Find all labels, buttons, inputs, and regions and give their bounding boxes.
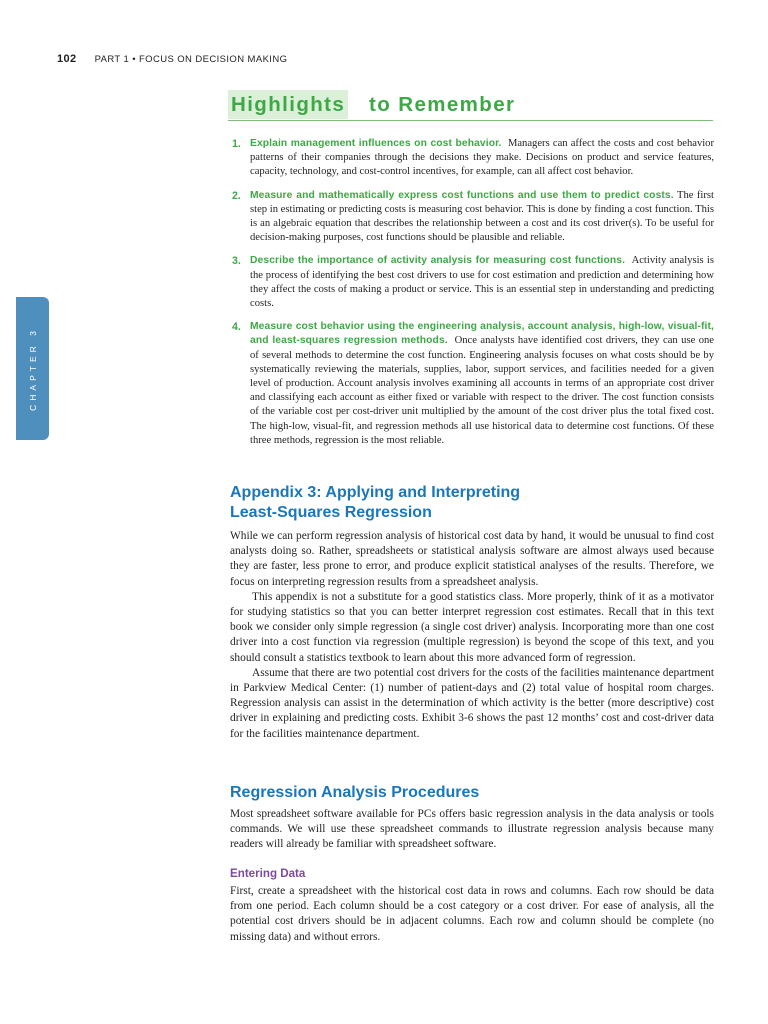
page-number: 102 (57, 53, 77, 65)
appendix-paragraph: Assume that there are two potential cost drivers for the costs of the facilities maintenance department in Parkview Medical Center: (1) number of patient-days and (2) total value of hospital room charges. Regression analysis can assist in the determination of which activity is the better (more descriptive) cost driver in explaining and predicting costs. Exhibit 3-6 shows the past 12 months’ cost and cost-driver data for the facilities maintenance department. (230, 666, 714, 740)
highlight-number: 2. (232, 189, 241, 202)
highlight-body (250, 254, 714, 311)
appendix-paragraph: While we can perform regression analysis of historical cost data by hand, it would be unusual to find cost analysts doing so. Rather, spreadsheets or statistical analysis software are almost always used because they are faster, less prone to error, and produce explicit statistical analyses of the results. Therefore, we focus on interpreting regression results from a spreadsheet analysis. (230, 530, 714, 588)
appendix-paragraph: This appendix is not a substitute for a good statistics class. More properly, think of it as a motivator for studying statistics so that you can better interpret regression cost estimates. Recall that in this text book we consider only simple regression (a single cost driver) analysis. Incorporating more than one cost driver into a cost function via regression (multiple regression) is beyond the scope of this text, and you should consult a statistics textbook to learn about this more advanced form of regression. (230, 590, 714, 664)
highlight-text: The first step in estimating or predicting costs is measuring cost behavior. This is done by finding a cost function. This is an algebraic equation that describes the relationship between a cost and its cost driver(s). To be useful for decision-making purposes, cost functions should be plausible and reliable. (250, 189, 714, 244)
regression-paragraph: Most spreadsheet software available for PCs offers basic regression analysis in the data analysis or tools commands. We will use these spreadsheet commands to illustrate regression analysis because many readers will already be familiar with spreadsheet software. (230, 808, 714, 851)
highlight-text: Once analysts have identified cost drivers, they can use one of several methods to determine the cost function. Engineering analysis focuses on what costs should be by systematically reviewing the materials, supplies, labor, support services, and facilities needed for a given level of production. Account analysis involves examining all accounts in terms of an appropriate cost driver and classifying each account as either fixed or variable with respect to the driver. The cost function consists of the variable cost per cost-driver unit multiplied by the amount of the cost driver plus the total fixed cost. The high-low, visual-fit, and regression methods all use historical data to determine cost functions. Of these three methods, regression is the most reliable. (250, 335, 714, 446)
highlight-heading: Measure cost behavior using the engineering analysis, account analysis, high-low, visual-fit, and least-squares regression methods. (250, 321, 714, 347)
highlight-text: Managers can affect the costs and cost behavior patterns of their companies through the decisions they make. Decisions on product and service features, capacity, technology, and cost-control incentives, for example, can all affect cost behavior. (250, 138, 715, 178)
highlight-item (232, 189, 714, 246)
chapter-side-tab (16, 297, 49, 440)
appendix-heading-line2: Least-Squares Regression (230, 504, 432, 521)
highlight-item (232, 137, 714, 180)
highlight-body (250, 137, 714, 180)
entering-data-heading: Entering Data (230, 867, 306, 880)
highlight-heading: Describe the importance of activity analysis for measuring cost functions. (250, 255, 626, 267)
running-head-text: PART 1 • FOCUS ON DECISION MAKING (94, 54, 288, 65)
highlight-body (250, 320, 714, 448)
highlight-item (232, 320, 714, 448)
highlight-heading: Explain management influences on cost behavior. (250, 138, 502, 149)
highlights-heading (228, 90, 713, 121)
regression-heading: Regression Analysis Procedures (230, 784, 480, 801)
appendix-body (230, 529, 714, 742)
highlight-number: 3. (232, 255, 241, 268)
entering-data-paragraph: First, create a spreadsheet with the historical cost data in rows and columns. Each row should be data from one period. Each column should be a cost category or a cost driver. For ease of analysis, all the potential cost drivers should be in adjacent columns. Each row and column should be complete (no missing data) and without errors. (230, 885, 714, 943)
highlight-number: 4. (232, 321, 241, 334)
highlight-text: Activity analysis is the process of identifying the best cost drivers to use for cost estimation and prediction and determining how they affect the costs of making a product or service. This is an essential step in understanding and predicting costs. (250, 255, 715, 310)
highlight-body (250, 189, 714, 246)
highlights-title-rest: to Remember (369, 93, 516, 116)
entering-data-body (230, 884, 714, 945)
highlight-heading: Measure and mathematically express cost functions and use them to predict costs. (250, 189, 674, 201)
chapter-tab-label: CHAPTER 3 (27, 326, 38, 411)
highlight-number: 1. (232, 138, 241, 150)
highlights-list (232, 137, 714, 457)
regression-body (230, 807, 714, 853)
highlights-title-word: Highlights (228, 90, 348, 119)
appendix-heading-line1: Appendix 3: Applying and Interpreting (230, 484, 521, 501)
appendix-heading (230, 483, 714, 523)
highlight-item (232, 254, 714, 311)
running-head (57, 53, 287, 67)
